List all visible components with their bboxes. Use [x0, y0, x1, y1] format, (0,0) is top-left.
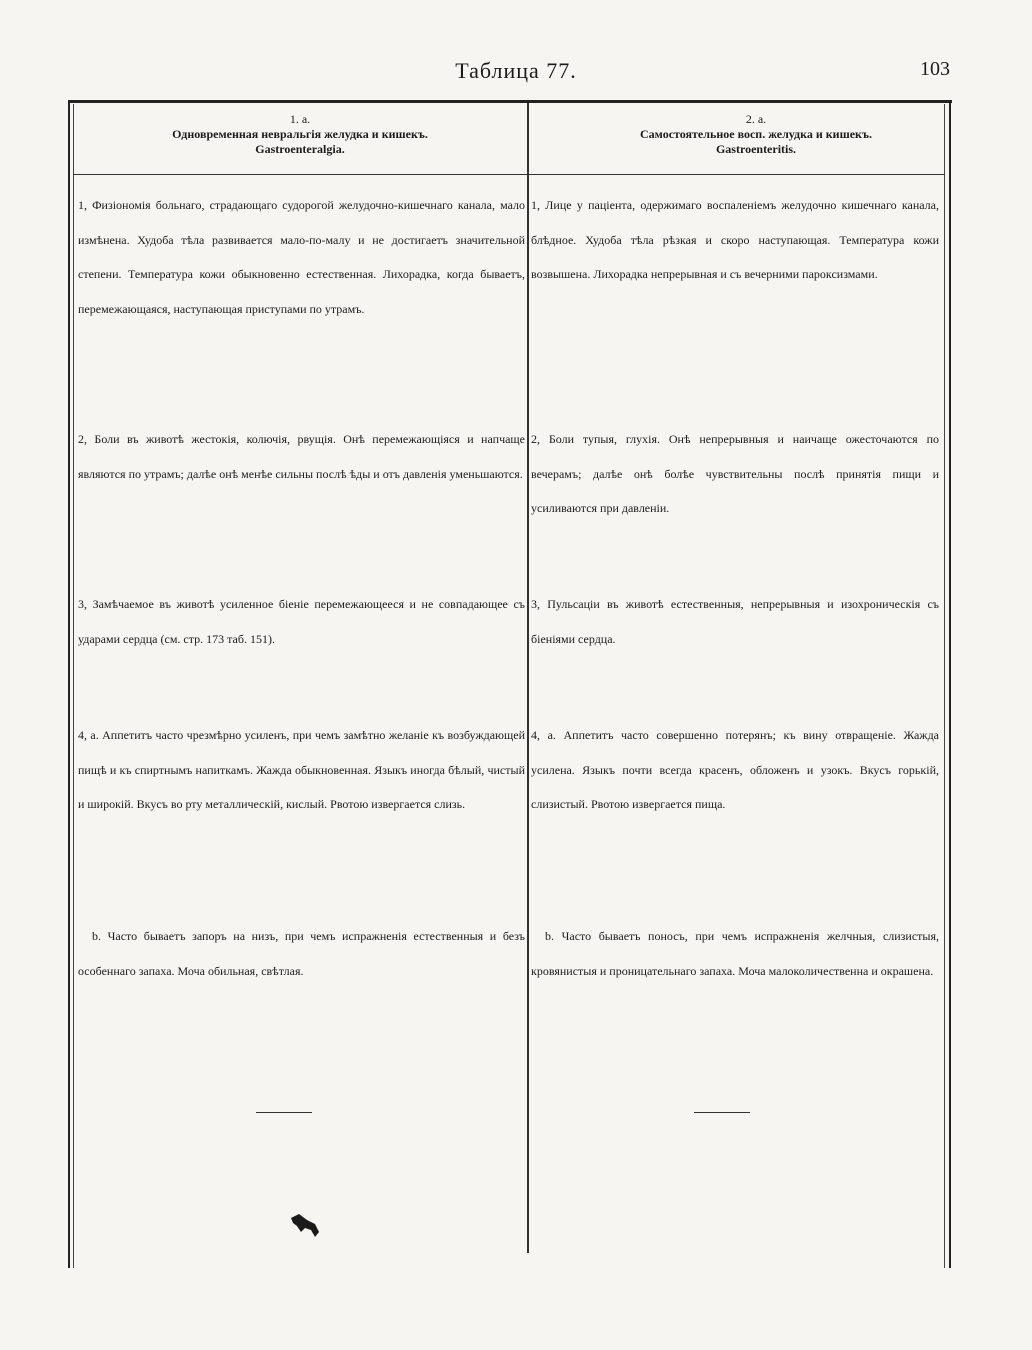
- section-3-left: 3, Замѣчаемое въ животѣ усиленное біеніе перемежающееся и не совпадающее съ ударами сердца (см. стр. 173 таб. 151).: [78, 597, 525, 646]
- section-2-left: 2, Боли въ животѣ жестокія, колючія, рвущія. Онѣ перемежающіяся и напчаще являются по утрамъ; далѣе онѣ менѣе сильны послѣ ѣды и отъ давленія уменьшаются.: [78, 432, 525, 481]
- section-4b-left: b. Часто бываетъ запоръ на низъ, при чемъ испражненія естественныя и безъ особеннаго запаха. Моча обильная, свѣтлая.: [78, 929, 525, 978]
- column-title: Самостоятельное восп. желудка и кишекъ.: [640, 127, 872, 141]
- column-header-left: [74, 112, 526, 157]
- section-4b-right: b. Часто бываетъ поносъ, при чемъ испражненія желчныя, слизистыя, кровянистыя и проницательнаго запаха. Моча малоколичественна и окрашена.: [531, 929, 939, 978]
- table-frame-right-inner-rule: [944, 104, 945, 1268]
- header-divider: [73, 174, 945, 175]
- column-latin-title: Gastroenteralgia.: [255, 142, 345, 156]
- table-frame-left-inner-rule: [73, 104, 74, 1268]
- column-divider: [527, 103, 529, 1253]
- section-4a-right: 4, а. Аппетитъ часто совершенно потерянъ; къ вину отвращеніе. Жажда усилена. Языкъ почти всегда красенъ, обложенъ и узокъ. Вкусъ горькій, слизистый. Рвотою извергается пища.: [531, 728, 939, 812]
- page-number: 103: [920, 58, 950, 80]
- column-header-right: [530, 112, 982, 157]
- page-title: Таблица 77.: [455, 58, 577, 83]
- section-1-left: 1, Физіономія больнаго, страдающаго судорогой желудочно-кишечнаго канала, мало измѣнена. Худоба тѣла развивается мало-по-малу и не достигаетъ значительной степени. Температура кожи обыкновенно естественная. Лихорадка, когда бываетъ, перемежающаяся, наступающая приступами по утрамъ.: [78, 198, 525, 316]
- closing-rule-right: [694, 1112, 750, 1113]
- column-title: Одновременная невральгія желудка и кишекъ.: [172, 127, 428, 141]
- column-number: 1. а.: [289, 112, 311, 126]
- table-frame-top-rule: [68, 100, 952, 103]
- section-3-right: 3, Пульсаціи въ животѣ естественныя, непрерывныя и изохроническія съ біеніями сердца.: [531, 597, 939, 646]
- section-2-right: 2, Боли тупыя, глухія. Онѣ непрерывныя и наичаще ожесточаются по вечерамъ; далѣе онѣ болѣе чувствительны послѣ принятія пищи и усиливаются при давленіи.: [531, 432, 939, 516]
- table-frame-left-rule: [68, 100, 70, 1268]
- column-latin-title: Gastroenteritis.: [715, 142, 797, 156]
- section-4a-left: 4, а. Аппетитъ часто чрезмѣрно усиленъ, при чемъ замѣтно желаніе къ возбуждающей пищѣ и къ спиртнымъ напиткамъ. Жажда обыкновенная. Языкъ иногда бѣлый, чистый и широкій. Вкусъ во рту металлическій, кислый. Рвотою извергается слизь.: [78, 728, 525, 812]
- table-frame-right-rule: [949, 100, 951, 1268]
- column-number: 2. а.: [745, 112, 767, 126]
- ink-blot-mark: [289, 1210, 323, 1240]
- section-1-right: 1, Лице у паціента, одержимаго воспаленіемъ желудочно кишечнаго канала, блѣдное. Худоба тѣла рѣзкая и скоро наступающая. Температура кожи возвышена. Лихорадка непрерывная и съ вечерними пароксизмами.: [531, 198, 939, 282]
- closing-rule-left: [256, 1112, 312, 1113]
